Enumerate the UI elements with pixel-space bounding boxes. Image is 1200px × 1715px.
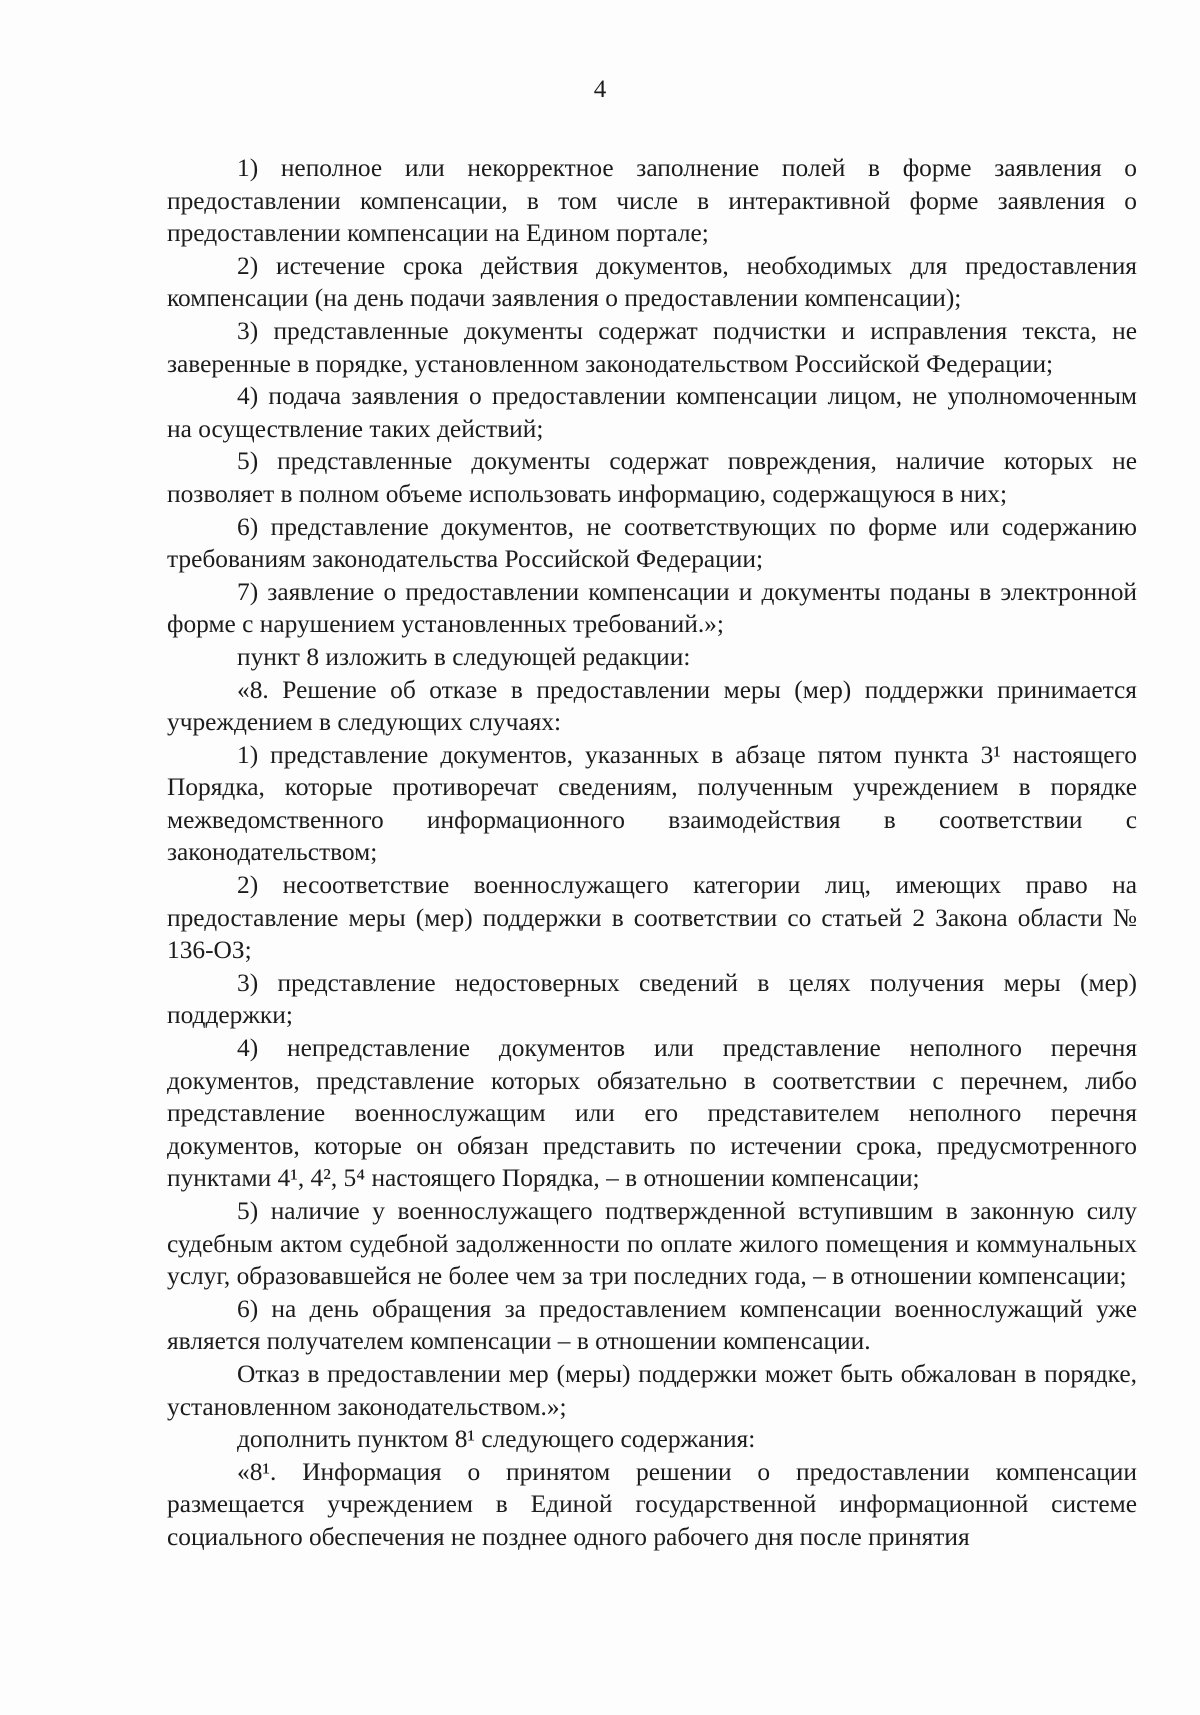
paragraph: 5) наличие у военнослужащего подтвержденной вступившим в законную силу судебным актом судебной задолженности по оплате жилого помещения и коммунальных услуг, образовавшейся не более чем за три последних года, – в отношении компенсации;: [167, 1197, 1137, 1291]
paragraph: «8. Решение об отказе в предоставлении меры (мер) поддержки принимается учреждением в следующих случаях:: [167, 675, 1137, 737]
page-number: 4: [593, 76, 607, 103]
paragraph: дополнить пунктом 8¹ следующего содержания:: [237, 1425, 756, 1454]
paragraph: 4) непредставление документов или представление неполного перечня документов, представление которых обязательно в соответствии с перечнем, либо представление военнослужащим или его представителем неполного перечня документов, которые он обязан представить по истечении срока, предусмотренного пунктами 4¹, 4², 5⁴ настоящего Порядка, – в отношении компенсации;: [167, 1034, 1137, 1193]
paragraph: «8¹. Информация о принятом решении о предоставлении компенсации размещается учреждением в Единой государственной информационной системе социального обеспечения не позднее одного рабочего дня после принятия: [167, 1457, 1137, 1551]
paragraph: пункт 8 изложить в следующей редакции:: [237, 642, 691, 671]
paragraph: Отказ в предоставлении мер (меры) поддержки может быть обжалован в порядке, установленном законодательством.»;: [167, 1359, 1137, 1421]
document-body: [167, 152, 1137, 1554]
paragraph: 3) представление недостоверных сведений в целях получения меры (мер) поддержки;: [167, 968, 1137, 1030]
paragraph: 6) на день обращения за предоставлением компенсации военнослужащий уже является получателем компенсации – в отношении компенсации.: [167, 1294, 1137, 1356]
paragraph: 2) несоответствие военнослужащего категории лиц, имеющих право на предоставление меры (мер) поддержки в соответствии со статьей 2 Закона области № 136-ОЗ;: [167, 871, 1137, 965]
paragraph: 2) истечение срока действия документов, необходимых для предоставления компенсации (на день подачи заявления о предоставлении компенсации);: [167, 251, 1137, 313]
paragraph: 3) представленные документы содержат подчистки и исправления текста, не заверенные в порядке, установленном законодательством Российской Федерации;: [167, 316, 1137, 378]
paragraph: 6) представление документов, не соответствующих по форме или содержанию требованиям законодательства Российской Федерации;: [167, 512, 1137, 574]
paragraph: 1) неполное или некорректное заполнение полей в форме заявления о предоставлении компенсации, в том числе в интерактивной форме заявления о предоставлении компенсации на Едином портале;: [167, 154, 1137, 248]
paragraph: 4) подача заявления о предоставлении компенсации лицом, не уполномоченным на осуществление таких действий;: [167, 382, 1137, 443]
paragraph: 5) представленные документы содержат повреждения, наличие которых не позволяет в полном объеме использовать информацию, содержащуюся в них;: [167, 447, 1137, 508]
paragraph: 7) заявление о предоставлении компенсации и документы поданы в электронной форме с нарушением установленных требований.»;: [167, 577, 1137, 639]
paragraph: 1) представление документов, указанных в абзаце пятом пункта 3¹ настоящего Порядка, которые противоречат сведениям, полученным учреждением в порядке межведомственного информационного взаимодействия в соответствии с законодательством;: [167, 740, 1137, 867]
